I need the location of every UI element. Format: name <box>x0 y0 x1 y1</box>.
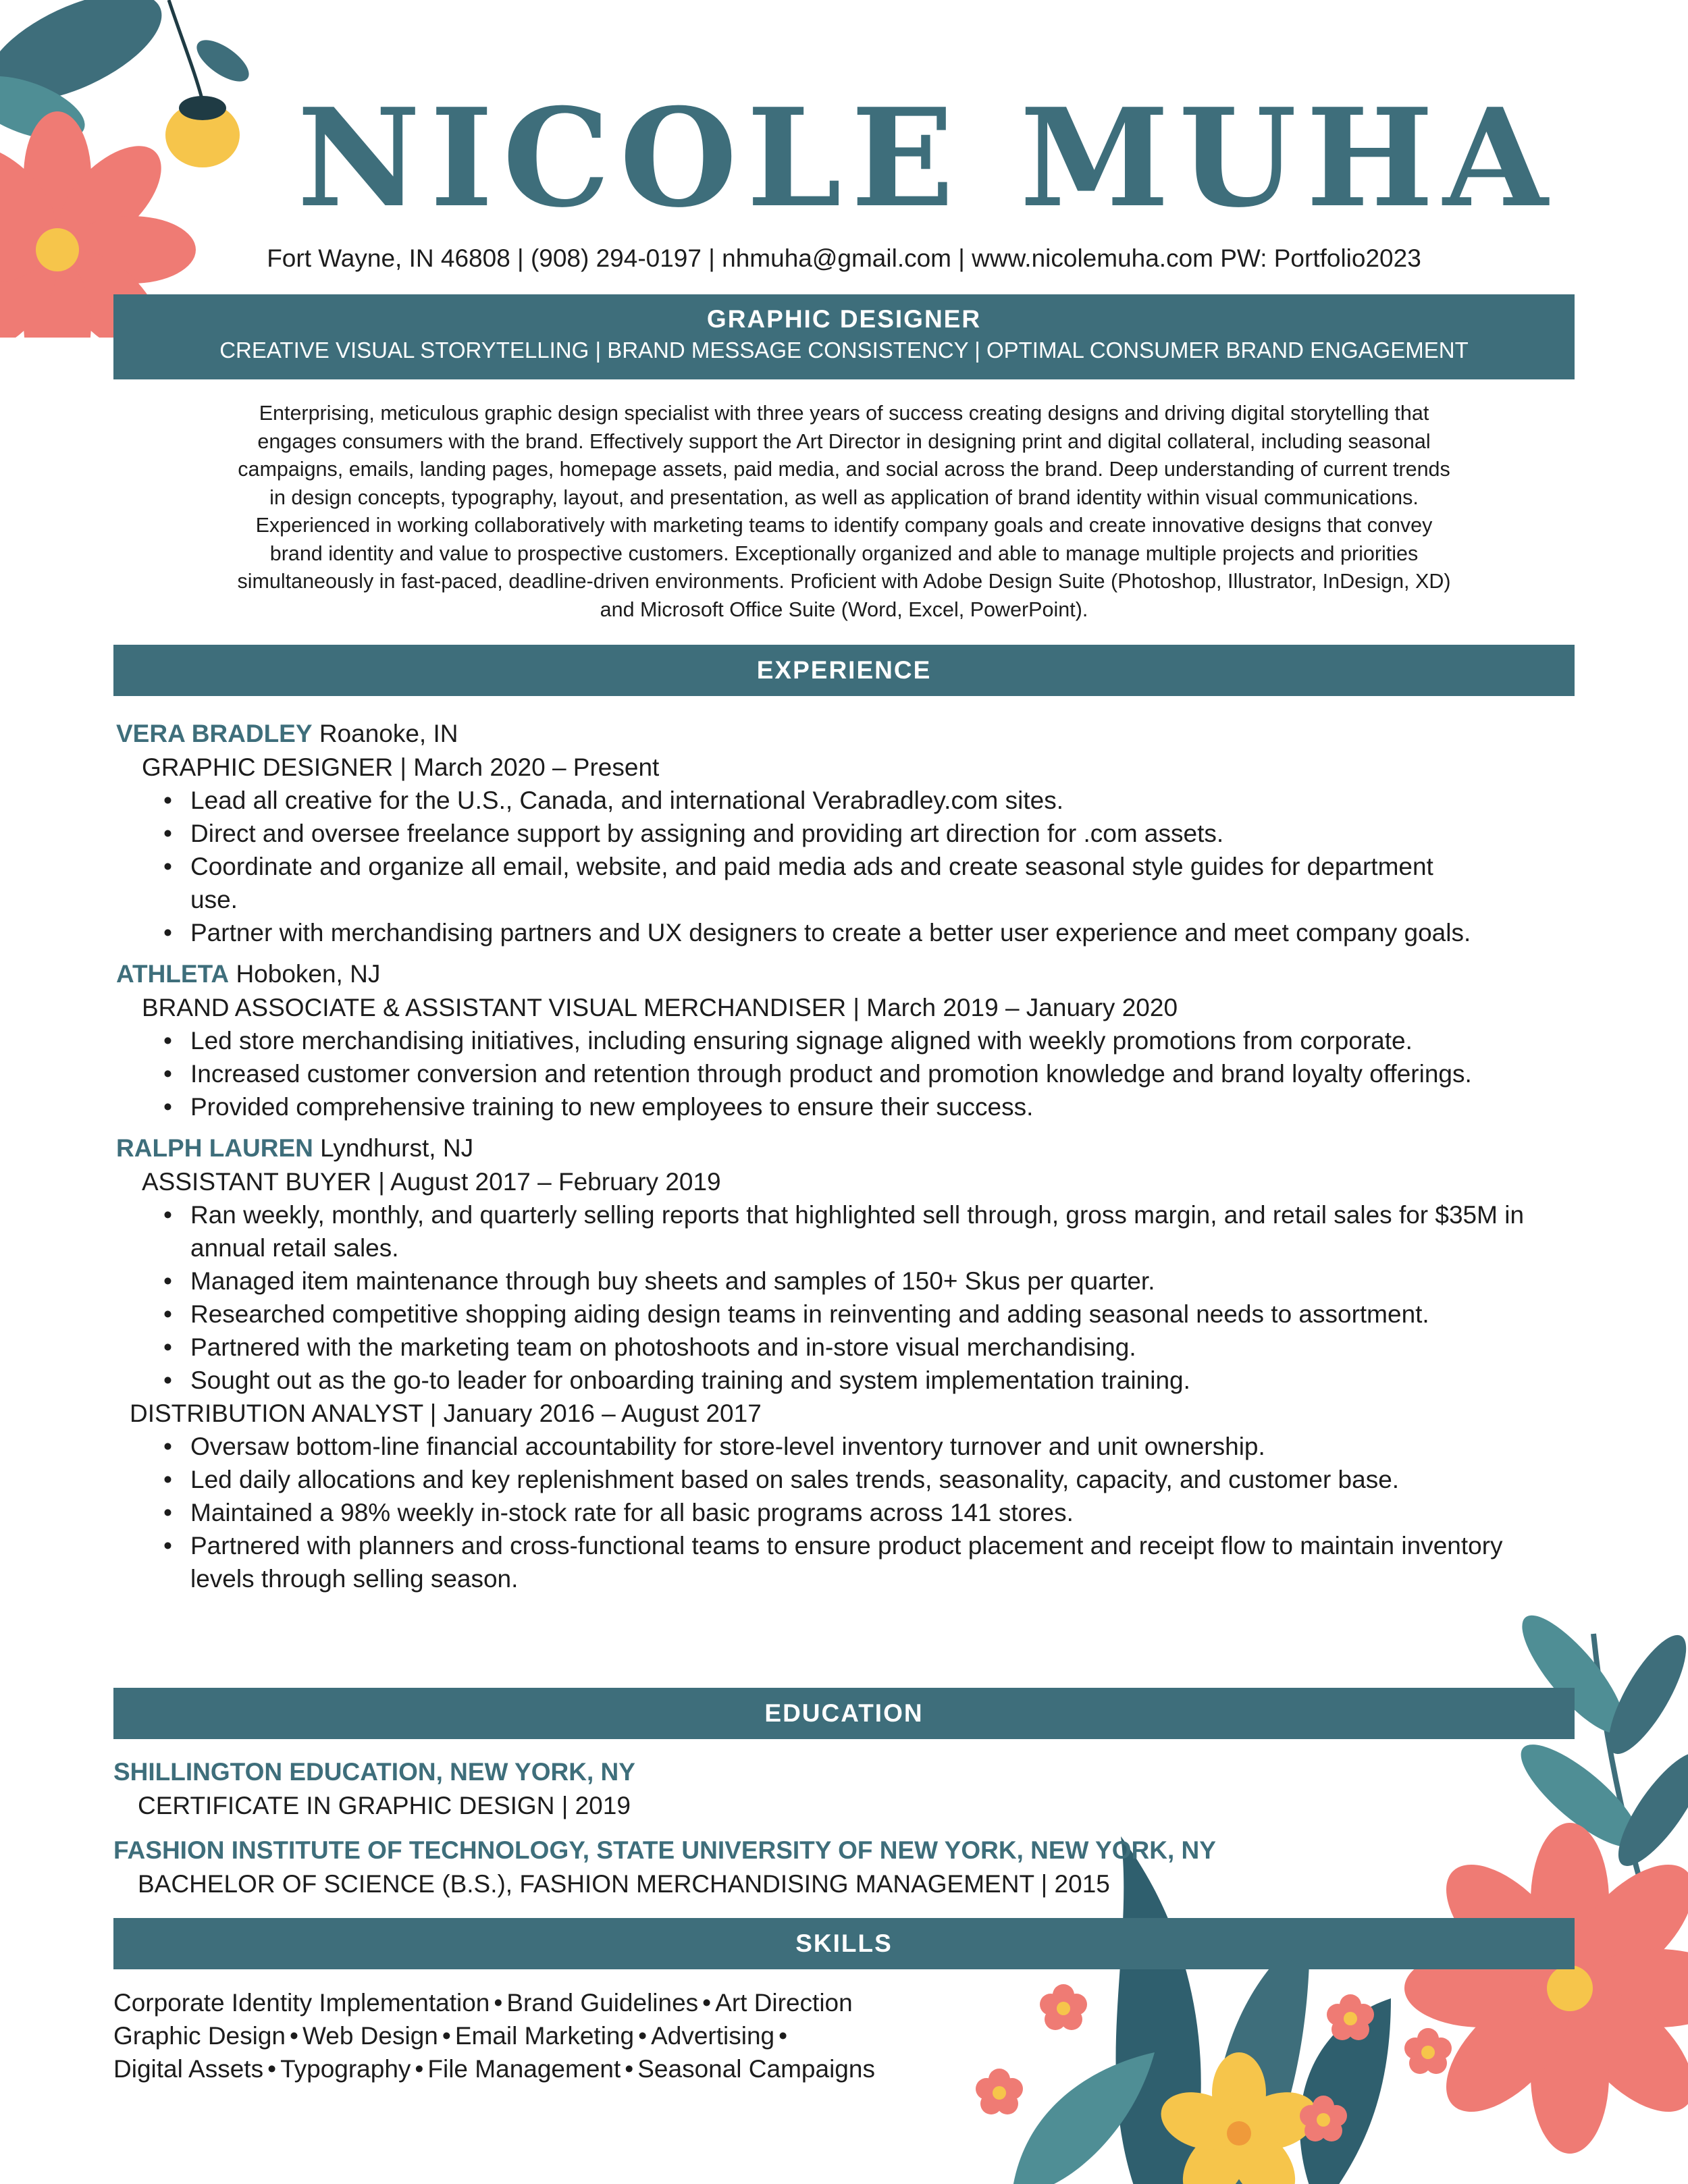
bullet-separator-icon: • <box>625 2055 634 2083</box>
summary-line: Enterprising, meticulous graphic design specialist with three years of success creating designs and driving digital storytelling that <box>259 402 1429 425</box>
skill-item: Typography <box>280 2055 411 2083</box>
skill-item: Digital Assets <box>113 2055 264 2083</box>
tagline: CREATIVE VISUAL STORYTELLING | BRAND MESSAGE CONSISTENCY | OPTIMAL CONSUMER BRAND ENGAGEMENT <box>219 338 1469 363</box>
bullet-item: • Partner with merchandising partners and UX designers to create a better user experience and meet company goals. <box>190 916 1473 949</box>
small-flower-icon <box>1040 1984 1087 2030</box>
bullet-item: • Partnered with planners and cross-functional teams to ensure product placement and receipt flow to maintain inventory levels through selling season. <box>190 1529 1541 1595</box>
bullet-separator-icon: • <box>267 2055 277 2083</box>
bullet-item: • Lead all creative for the U.S., Canada, and international Verabradley.com sites. <box>190 784 1602 817</box>
section-heading-skills: SKILLS <box>113 1918 1575 1969</box>
bullet-item: • Led daily allocations and key replenishment based on sales trends, seasonality, capacity, and customer base. <box>190 1463 1602 1496</box>
education-list <box>113 1755 1599 1912</box>
experience-list <box>116 717 1602 1603</box>
job-entry-athleta <box>116 957 1602 1123</box>
degree: CERTIFICATE IN GRAPHIC DESIGN | 2019 <box>138 1792 631 1819</box>
summary-line: in design concepts, typography, layout, and presentation, as well as application of brand identity within visual communications. <box>269 485 1419 509</box>
job-title: GRAPHIC DESIGNER <box>706 305 982 333</box>
contact-info: Fort Wayne, IN 46808 | (908) 294-0197 | nhmuha@gmail.com | www.nicolemuha.com PW: Portfolio2023 <box>267 244 1421 272</box>
bullet-item: • Increased customer conversion and retention through product and promotion knowledge and brand loyalty offerings. <box>190 1057 1473 1090</box>
bullet-item: • Managed item maintenance through buy sheets and samples of 150+ Skus per quarter. <box>190 1264 1602 1298</box>
small-flower-icon <box>1327 1994 1374 2040</box>
company-name: RALPH LAUREN <box>116 1134 313 1162</box>
bullet-separator-icon: • <box>702 1989 712 2017</box>
bullet-item: • Led store merchandising initiatives, including ensuring signage aligned with weekly promotions from corporate. <box>190 1024 1602 1057</box>
bullet-item: • Ran weekly, monthly, and quarterly selling reports that highlighted sell through, gross margin, and retail sales for $35M in annual retail sales. <box>190 1198 1581 1264</box>
bullet-item: • Coordinate and organize all email, website, and paid media ads and create seasonal style guides for department use. <box>190 850 1473 916</box>
company-name: VERA BRADLEY <box>116 720 313 747</box>
bullet-separator-icon: • <box>779 2022 788 2050</box>
bullet-item: • Maintained a 98% weekly in-stock rate for all basic programs across 141 stores. <box>190 1496 1602 1529</box>
summary-line: Experienced in working collaboratively with marketing teams to identify company goals and create innovative designs that convey <box>255 514 1433 537</box>
summary-line: engages consumers with the brand. Effectively support the Art Director in designing print and digital collateral, including seasonal <box>257 429 1431 453</box>
school-name: FASHION INSTITUTE OF TECHNOLOGY, STATE UNIVERSITY OF NEW YORK, NEW YORK, NY <box>113 1836 1216 1864</box>
summary-line: and Microsoft Office Suite (Word, Excel, PowerPoint). <box>600 597 1088 621</box>
job-role: GRAPHIC DESIGNER | March 2020 – Present <box>142 753 660 781</box>
bullet-item: • Partnered with the marketing team on photoshoots and in-store visual merchandising. <box>190 1331 1602 1364</box>
bullet-separator-icon: • <box>638 2022 648 2050</box>
bullet-list <box>116 784 1602 949</box>
bullet-separator-icon: • <box>415 2055 424 2083</box>
candidate-name: NICOLE MUHA <box>297 79 1558 238</box>
bullet-list <box>116 1024 1602 1123</box>
degree: BACHELOR OF SCIENCE (B.S.), FASHION MERCHANDISING MANAGEMENT | 2015 <box>138 1870 1110 1898</box>
bullet-separator-icon: • <box>494 1989 503 2017</box>
section-heading-experience: EXPERIENCE <box>113 645 1575 696</box>
skills-list <box>113 1986 964 2085</box>
summary-line: brand identity and value to prospective customers. Exceptionally organized and able to manage multiple projects and priorities <box>269 541 1419 565</box>
bullet-item: • Researched competitive shopping aiding design teams in reinventing and adding seasonal needs to assortment. <box>190 1298 1602 1331</box>
job-entry-vera-bradley <box>116 717 1602 949</box>
company-location: Lyndhurst, NJ <box>320 1134 474 1162</box>
skill-item: Advertising <box>651 2022 775 2050</box>
skill-item: Graphic Design <box>113 2022 286 2050</box>
bullet-list <box>116 1198 1602 1397</box>
summary-line: campaigns, emails, landing pages, homepage assets, paid media, and social across the brand. Deep understanding of current trends <box>238 458 1450 481</box>
skill-item: File Management <box>427 2055 621 2083</box>
headline-banner <box>113 294 1575 379</box>
small-flower-icon <box>976 2069 1023 2114</box>
leaf-icon <box>190 32 256 89</box>
company-location: Roanoke, IN <box>319 720 458 747</box>
skill-item: Art Direction <box>715 1989 853 2017</box>
job-entry-ralph-lauren <box>116 1131 1602 1595</box>
bullet-item: • Provided comprehensive training to new employees to ensure their success. <box>190 1090 1602 1123</box>
skill-item: Web Design <box>302 2022 438 2050</box>
small-flower-icon <box>1404 2028 1452 2074</box>
school-name: SHILLINGTON EDUCATION, NEW YORK, NY <box>113 1758 635 1786</box>
floral-decoration-top-left <box>0 0 257 338</box>
company-name: ATHLETA <box>116 960 230 988</box>
skill-item: Corporate Identity Implementation <box>113 1989 490 2017</box>
bullet-separator-icon: • <box>290 2022 298 2050</box>
summary-line: simultaneously in fast-paced, deadline-driven environments. Proficient with Adobe Design Suite (Photoshop, Illustrator, InDesign, XD) <box>237 570 1451 593</box>
bullet-item: • Direct and oversee freelance support by assigning and providing art direction for .com assets. <box>190 817 1602 850</box>
company-location: Hoboken, NJ <box>236 960 381 988</box>
job-role: DISTRIBUTION ANALYST | January 2016 – August 2017 <box>130 1400 762 1427</box>
professional-summary <box>155 400 1533 624</box>
bullet-item: • Sought out as the go-to leader for onboarding training and system implementation training. <box>190 1364 1602 1397</box>
job-role: BRAND ASSOCIATE & ASSISTANT VISUAL MERCHANDISER | March 2019 – January 2020 <box>142 994 1178 1021</box>
skill-item: Email Marketing <box>454 2022 635 2050</box>
bullet-separator-icon: • <box>442 2022 451 2050</box>
skill-item: Brand Guidelines <box>506 1989 699 2017</box>
bud-flower-icon <box>165 96 240 167</box>
job-role: ASSISTANT BUYER | August 2017 – February 2019 <box>142 1168 721 1196</box>
bullet-list <box>116 1430 1602 1595</box>
section-heading-education: EDUCATION <box>113 1688 1575 1739</box>
bullet-item: • Oversaw bottom-line financial accountability for store-level inventory turnover and unit ownership. <box>190 1430 1602 1463</box>
skill-item: Seasonal Campaigns <box>637 2055 875 2083</box>
